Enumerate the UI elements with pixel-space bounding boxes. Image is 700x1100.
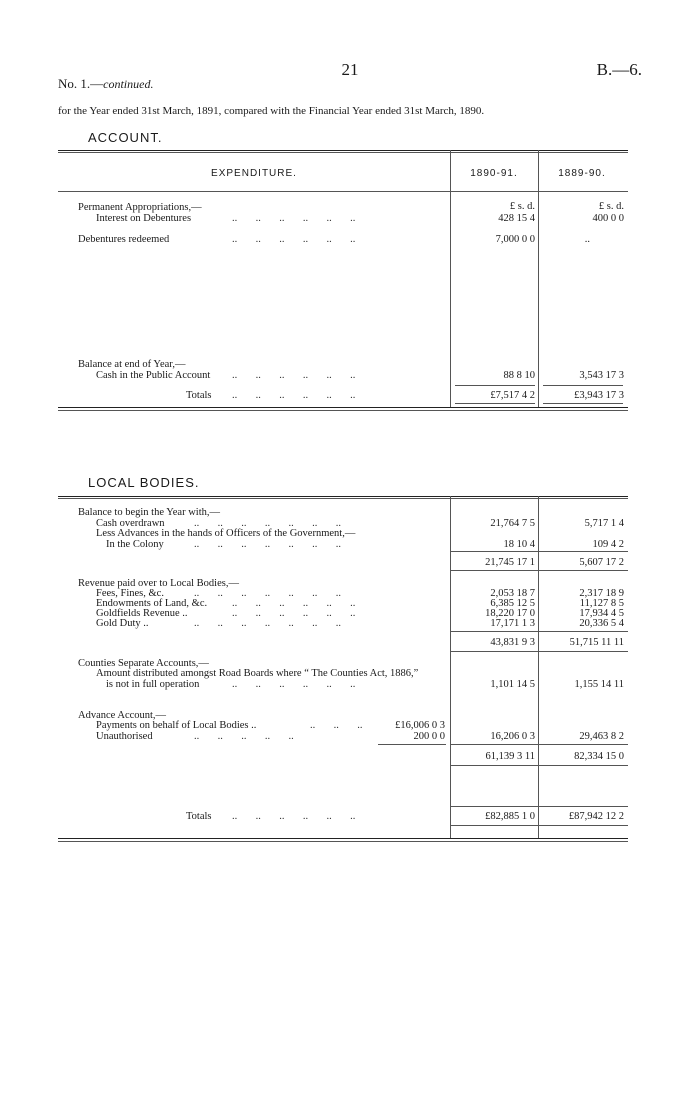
local-value-1891: 16,206 0 3 bbox=[490, 731, 535, 742]
local-row-label: Unauthorised bbox=[96, 731, 153, 742]
leader-dots: .. .. .. .. .. .. .. bbox=[194, 588, 341, 599]
local-row-label: Gold Duty .. bbox=[96, 618, 149, 629]
local-row-label: Fees, Fines, &c. bbox=[96, 588, 164, 599]
local-row-label: Less Advances in the hands of Officers of the Government,— bbox=[96, 528, 356, 539]
local-subtotal-1891: 43,831 9 3 bbox=[490, 637, 535, 648]
leader-dots: .. .. .. .. .. .. bbox=[232, 598, 356, 609]
local-value-1890: 109 4 2 bbox=[592, 539, 624, 550]
leader-dots: .. .. .. .. .. bbox=[194, 731, 294, 742]
leader-dots: .. .. .. .. .. .. bbox=[232, 811, 356, 822]
local-row-label: In the Colony bbox=[106, 539, 164, 550]
leader-dots: .. .. .. .. .. .. .. bbox=[194, 518, 341, 529]
local-value-1891: 21,764 7 5 bbox=[490, 518, 535, 529]
account-total-1891: £7,517 4 2 bbox=[490, 390, 535, 401]
account-row-label: Balance at end of Year,— bbox=[78, 359, 186, 370]
leader-dots: .. .. .. .. .. .. bbox=[232, 390, 356, 401]
local-value-1891: 18,220 17 0 bbox=[485, 608, 535, 619]
column-1889-90-header: 1889-90. bbox=[558, 168, 606, 179]
continued-word: continued. bbox=[103, 77, 154, 91]
account-row-label: Interest on Debentures bbox=[96, 213, 192, 224]
local-row-label: is not in full operation bbox=[106, 679, 200, 690]
local-row-label: Endowments of Land, &c. bbox=[96, 598, 208, 609]
local-row-label: Cash overdrawn bbox=[96, 518, 165, 529]
local-row-label: Balance to begin the Year with,— bbox=[78, 507, 221, 518]
account-total-1890: £3,943 17 3 bbox=[574, 390, 624, 401]
local-row-label: Goldfields Revenue .. bbox=[96, 608, 188, 619]
local-bodies-title: LOCAL BODIES. bbox=[88, 475, 200, 490]
local-value-1890: 5,717 1 4 bbox=[584, 518, 624, 529]
local-row-label: Revenue paid over to Local Bodies,— bbox=[78, 578, 239, 589]
leader-dots: .. .. .. .. .. .. bbox=[232, 370, 356, 381]
leader-dots: .. .. .. .. .. .. bbox=[232, 234, 356, 245]
account-value-1891: 7,000 0 0 bbox=[495, 234, 535, 245]
local-total-1891: £82,885 1 0 bbox=[485, 811, 535, 822]
unauthorised-amount: 200 0 0 bbox=[413, 731, 445, 742]
column-1890-91-header: 1890-91. bbox=[470, 168, 518, 179]
lsd-header-1890: £ s. d. bbox=[598, 201, 624, 212]
page-number: 21 bbox=[341, 60, 359, 79]
page-subtitle: for the Year ended 31st March, 1891, compared with the Financial Year ended 31st March, 1890. bbox=[58, 105, 485, 117]
lsd-header-1891: £ s. d. bbox=[509, 201, 535, 212]
advance-payments-amount: £16,006 0 3 bbox=[395, 720, 445, 731]
local-subtotal-1890: 82,334 15 0 bbox=[574, 751, 624, 762]
local-value-1890: 2,317 18 9 bbox=[579, 588, 624, 599]
account-row-label: Debentures redeemed bbox=[78, 234, 170, 245]
local-value-1891: 2,053 18 7 bbox=[490, 588, 535, 599]
expenditure-header: EXPENDITURE. bbox=[211, 168, 297, 179]
account-value-1890: .. bbox=[584, 234, 590, 245]
local-value-1890: 29,463 8 2 bbox=[579, 731, 624, 742]
account-value-1890: 400 0 0 bbox=[592, 213, 624, 224]
local-value-1890: 20,336 5 4 bbox=[579, 618, 624, 629]
local-row-label: Advance Account,— bbox=[78, 710, 167, 721]
local-subtotal-1890: 5,607 17 2 bbox=[579, 557, 624, 568]
account-title: ACCOUNT. bbox=[88, 130, 163, 145]
account-row-label: Cash in the Public Account bbox=[96, 370, 211, 381]
leader-dots: .. .. .. .. .. .. bbox=[232, 608, 356, 619]
local-row-label: Counties Separate Accounts,— bbox=[78, 658, 209, 669]
leader-dots: .. .. .. .. .. .. .. bbox=[194, 539, 341, 550]
local-value-1891: 1,101 14 5 bbox=[490, 679, 535, 690]
local-value-1890: 11,127 8 5 bbox=[579, 598, 624, 609]
leader-dots: .. .. .. .. .. .. bbox=[232, 213, 356, 224]
local-total-1890: £87,942 12 2 bbox=[568, 811, 624, 822]
account-value-1890: 3,543 17 3 bbox=[579, 370, 624, 381]
local-subtotal-1891: 21,745 17 1 bbox=[485, 557, 535, 568]
local-value-1891: 18 10 4 bbox=[503, 539, 535, 550]
leader-dots: .. .. .. .. .. .. bbox=[232, 679, 356, 690]
account-row-label: Permanent Appropriations,— bbox=[78, 202, 202, 213]
account-totals-label: Totals bbox=[186, 390, 212, 401]
leader-dots: .. .. .. .. .. .. .. bbox=[194, 618, 341, 629]
continued-label bbox=[58, 76, 153, 92]
local-row-label: Amount distributed amongst Road Boards where “ The Counties Act, 1886,” bbox=[96, 668, 419, 679]
leader-dots: .. .. .. bbox=[310, 720, 363, 731]
local-subtotal-1891: 61,139 3 11 bbox=[485, 751, 535, 762]
local-row-label: Payments on behalf of Local Bodies .. bbox=[96, 720, 257, 731]
account-value-1891: 88 8 10 bbox=[503, 370, 535, 381]
local-totals-label: Totals bbox=[186, 811, 212, 822]
document-reference: B.—6. bbox=[596, 60, 642, 79]
account-value-1891: 428 15 4 bbox=[498, 213, 535, 224]
local-subtotal-1890: 51,715 11 11 bbox=[569, 637, 624, 648]
local-value-1891: 6,385 12 5 bbox=[490, 598, 535, 609]
continued-number: No. 1.— bbox=[58, 76, 104, 91]
local-value-1891: 17,171 1 3 bbox=[490, 618, 535, 629]
local-value-1890: 1,155 14 11 bbox=[574, 679, 624, 690]
local-value-1890: 17,934 4 5 bbox=[579, 608, 624, 619]
